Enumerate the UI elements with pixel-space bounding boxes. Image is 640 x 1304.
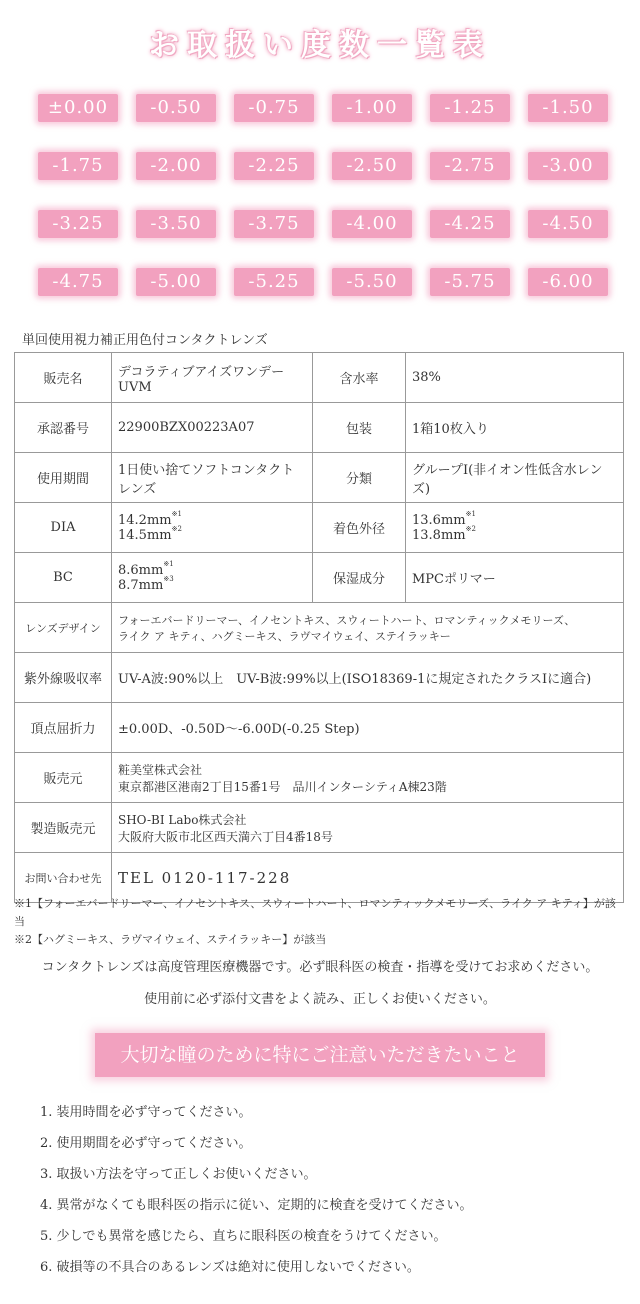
power-chip: -4.50: [528, 210, 608, 238]
moist-value: MPCポリマー: [406, 553, 624, 603]
note-mark: ※1: [465, 509, 476, 518]
power-chip: -6.00: [528, 268, 608, 296]
approval-label: 承認番号: [15, 403, 112, 453]
dia-line: [118, 509, 306, 528]
design-value: [112, 603, 624, 653]
maker-name: SHO-BI Labo株式会社: [118, 812, 247, 827]
list-item: 2. 使用期間を必ず守ってください。: [40, 1136, 252, 1151]
power-chip: -4.25: [430, 210, 510, 238]
period-label: 使用期間: [15, 453, 112, 503]
class-value: グループⅠ(非イオン性低含水レンズ): [406, 453, 624, 503]
table-row: [15, 503, 624, 553]
caution-list: [40, 1104, 473, 1290]
spec-table-title: 単回使用視力補正用色付コンタクトレンズ: [22, 333, 268, 348]
caution-banner: 大切な瞳のために特にご注意いただきたいこと: [95, 1033, 545, 1077]
maker-value: [112, 803, 624, 853]
footnote: ※2【ハグミーキス、ラヴマイウェイ、ステイラッキー】が該当: [14, 933, 327, 946]
dia-label: DIA: [15, 503, 112, 553]
bc-line: [118, 574, 306, 593]
table-row: [15, 753, 624, 803]
power-chip: -5.50: [332, 268, 412, 296]
power-grid: [38, 94, 608, 296]
power-chip: -5.75: [430, 268, 510, 296]
dia-2: 14.5mm: [118, 527, 172, 543]
power-chip: -3.00: [528, 152, 608, 180]
table-row: [15, 803, 624, 853]
bc-line: [118, 559, 306, 578]
power-chip: -3.25: [38, 210, 118, 238]
page-title: お取扱い度数一覧表: [149, 28, 491, 63]
class-label: 分類: [313, 453, 406, 503]
note-mark: ※1: [171, 509, 182, 518]
list-item: 4. 異常がなくても眼科医の指示に従い、定期的に検査を受けてください。: [40, 1198, 473, 1213]
note-mark: ※3: [163, 574, 174, 583]
product-label: 販売名: [15, 353, 112, 403]
footnotes: [14, 895, 626, 949]
package-value: 1箱10枚入り: [406, 403, 624, 453]
seller-value: [112, 753, 624, 803]
color-dia-value: [406, 503, 624, 553]
bc-label: BC: [15, 553, 112, 603]
power-chip: -0.75: [234, 94, 314, 122]
vertex-label: 頂点屈折力: [15, 703, 112, 753]
read-instructions-warning: 使用前に必ず添付文書をよく読み、正しくお使いください。: [144, 992, 496, 1007]
power-chip: -5.00: [136, 268, 216, 296]
power-chip: -1.75: [38, 152, 118, 180]
bc-2: 8.7mm: [118, 577, 164, 593]
contact-label: お問い合わせ先: [15, 853, 112, 903]
design-label: レンズデザイン: [15, 603, 112, 653]
table-row: [15, 353, 624, 403]
power-chip: ±0.00: [38, 94, 118, 122]
bc-value: [112, 553, 313, 603]
dia-value: [112, 503, 313, 553]
moist-label: 保湿成分: [313, 553, 406, 603]
contact-value: TEL 0120-117-228: [112, 853, 624, 903]
note-mark: ※1: [163, 559, 174, 568]
list-item: 6. 破損等の不具合のあるレンズは絶対に使用しないでください。: [40, 1260, 420, 1275]
uv-value: UV-A波:90%以上 UV-B波:99%以上(ISO18369-1に規定されたクラスIに適合): [112, 653, 624, 703]
power-chip: -3.50: [136, 210, 216, 238]
table-row: [15, 603, 624, 653]
power-chip: -4.00: [332, 210, 412, 238]
seller-address: 東京都港区港南2丁目15番1号 品川インターシティA棟23階: [118, 779, 447, 794]
color-dia-line: [412, 509, 617, 528]
period-value: 1日使い捨てソフトコンタクトレンズ: [112, 453, 313, 503]
dia-1: 14.2mm: [118, 512, 172, 528]
list-item: 1. 装用時間を必ず守ってください。: [40, 1105, 252, 1120]
approval-value: 22900BZX00223A07: [112, 403, 313, 453]
maker-address: 大阪府大阪市北区西天満六丁目4番18号: [118, 829, 333, 844]
product-value: デコラティブアイズワンデーUVM: [112, 353, 313, 403]
maker-label: 製造販売元: [15, 803, 112, 853]
power-chip: -1.25: [430, 94, 510, 122]
color-dia-label: 着色外径: [313, 503, 406, 553]
uv-label: 紫外線吸収率: [15, 653, 112, 703]
list-item: 5. 少しでも異常を感じたら、直ちに眼科医の検査をうけてください。: [40, 1229, 447, 1244]
water-value: 38%: [406, 353, 624, 403]
color-dia-1: 13.6mm: [412, 512, 466, 528]
table-row: [15, 553, 624, 603]
power-chip: -5.25: [234, 268, 314, 296]
seller-name: 粧美堂株式会社: [118, 762, 203, 777]
table-row: [15, 403, 624, 453]
power-chip: -2.00: [136, 152, 216, 180]
power-chip: -2.50: [332, 152, 412, 180]
power-chip: -3.75: [234, 210, 314, 238]
note-mark: ※2: [171, 524, 182, 533]
note-mark: ※2: [465, 524, 476, 533]
medical-device-warning: コンタクトレンズは高度管理医療機器です。必ず眼科医の検査・指導を受けてお求めください。: [41, 960, 599, 975]
vertex-value: ±0.00D、-0.50D〜-6.00D(-0.25 Step): [112, 703, 624, 753]
table-row: [15, 653, 624, 703]
footnote: ※1【フォーエバードリーマー、イノセントキス、スウィートハート、ロマンティックメモリーズ、ライク ア キティ】が該当: [14, 897, 616, 928]
package-label: 包装: [313, 403, 406, 453]
bc-1: 8.6mm: [118, 562, 164, 578]
power-chip: -0.50: [136, 94, 216, 122]
table-row: [15, 703, 624, 753]
power-chip: -4.75: [38, 268, 118, 296]
list-item: 3. 取扱い方法を守って正しくお使いください。: [40, 1167, 317, 1182]
color-dia-2: 13.8mm: [412, 527, 466, 543]
spec-table: [14, 352, 624, 903]
seller-label: 販売元: [15, 753, 112, 803]
dia-line: [118, 524, 306, 543]
power-chip: -1.00: [332, 94, 412, 122]
power-chip: -2.25: [234, 152, 314, 180]
water-label: 含水率: [313, 353, 406, 403]
power-chip: -1.50: [528, 94, 608, 122]
power-chip: -2.75: [430, 152, 510, 180]
design-line: フォーエバードリーマー、イノセントキス、スウィートハート、ロマンティックメモリーズ、: [118, 613, 576, 627]
table-row: [15, 453, 624, 503]
color-dia-line: [412, 524, 617, 543]
design-line: ライク ア キティ、ハグミーキス、ラヴマイウェイ、ステイラッキー: [118, 629, 451, 643]
